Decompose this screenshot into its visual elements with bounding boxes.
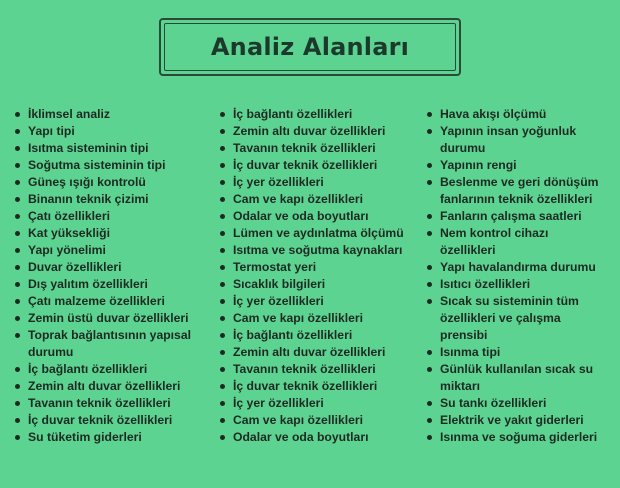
list-item-text: Isıtma sisteminin tipi [28,141,149,155]
list-item [219,327,419,344]
list-item-text: durumu [440,141,486,155]
list-item-text: Cam ve kapı özellikleri [233,311,364,325]
list-item [14,361,214,378]
bullet-icon [220,333,225,338]
column-1 [14,106,214,446]
list-item-text: Kat yüksekliği [28,226,110,240]
bullet-icon [220,129,225,134]
list-item [426,429,616,446]
list-item-text: Yapının insan yoğunluk [440,124,577,138]
bullet-icon [15,231,20,236]
list-item [219,429,419,446]
list-item-text: miktarı [440,379,480,393]
list-item [219,378,419,395]
list-item [219,208,419,225]
bullet-icon [220,231,225,236]
list-item [219,106,419,123]
list-item-text: Lümen ve aydınlatma ölçümü [233,226,404,240]
list-item [219,123,419,140]
list-item-text: Fanların çalışma saatleri [440,209,582,223]
list-item-text: özellikleri [440,243,496,257]
list-item [426,276,616,293]
list-item [14,123,214,140]
bullet-icon [427,231,432,236]
list-item-text: Isınma ve soğuma giderleri [440,430,598,444]
list-item [14,225,214,242]
list-item-text: Duvar özellikleri [28,260,122,274]
list-item-text: Yapı havalandırma durumu [440,260,596,274]
list-item [14,310,214,327]
bullet-icon [15,180,20,185]
list-item-text: İç bağlantı özellikleri [233,328,353,342]
list-item-text: Zemin altı duvar özellikleri [233,345,386,359]
list-item [219,310,419,327]
list-item-text: Yapı yönelimi [28,243,106,257]
list-item [219,191,419,208]
list-item [219,259,419,276]
list-item [219,395,419,412]
list-item [426,174,616,208]
list-item-text: İç duvar teknik özellikleri [233,158,378,172]
bullet-icon [15,129,20,134]
bullet-icon [220,350,225,355]
title-frame [159,18,461,76]
list-item-text: Odalar ve oda boyutları [233,430,369,444]
bullet-icon [220,418,225,423]
list-item-text: Beslenme ve geri dönüşüm [440,175,599,189]
list-item-text: Toprak bağlantısının yapısal [28,328,191,342]
list-item [14,429,214,446]
bullet-icon [15,214,20,219]
bullet-icon [220,180,225,185]
bullet-icon [15,367,20,372]
bullet-icon [15,248,20,253]
bullet-icon [15,146,20,151]
column-2 [219,106,419,446]
list-item-text: fanlarının teknik özellikleri [440,192,593,206]
list-item-text: Su tankı özellikleri [440,396,547,410]
list-item [219,276,419,293]
list-item-text: Elektrik ve yakıt giderleri [440,413,584,427]
list-item-text: Günlük kullanılan sıcak su [440,362,594,376]
bullet-icon [220,299,225,304]
bullet-icon [427,367,432,372]
bullet-icon [15,265,20,270]
bullet-icon [220,112,225,117]
list-item-text: Sıcaklık bilgileri [233,277,326,291]
list-item-text: Çatı malzeme özellikleri [28,294,165,308]
list-item [14,293,214,310]
list-item [219,225,419,242]
bullet-icon [220,384,225,389]
bullet-icon [15,282,20,287]
list-item-text: İç duvar teknik özellikleri [28,413,173,427]
list-item-text: Tavanın teknik özellikleri [233,362,376,376]
list-item-text: İç bağlantı özellikleri [28,362,148,376]
list-item-text: durumu [28,345,74,359]
list-item [219,140,419,157]
bullet-icon [427,350,432,355]
bullet-icon [427,282,432,287]
bullet-icon [427,435,432,440]
bullet-icon [427,265,432,270]
bullet-icon [15,316,20,321]
page-title: Analiz Alanları [210,33,410,61]
bullet-icon [220,435,225,440]
list-item [219,293,419,310]
list-item-text: Yapının rengi [440,158,517,172]
list-item-text: İç yer özellikleri [233,175,324,189]
list-item [426,259,616,276]
list-item [14,327,214,361]
bullet-icon [220,197,225,202]
list-item-text: Hava akışı ölçümü [440,107,547,121]
list-item-text: Zemin üstü duvar özellikleri [28,311,189,325]
list-item-text: Çatı özellikleri [28,209,110,223]
list-item [426,157,616,174]
list-item [426,344,616,361]
column-3 [426,106,616,446]
list-item-text: Su tüketim giderleri [28,430,142,444]
list-item [426,361,616,395]
list-item [426,395,616,412]
list-item-text: İç bağlantı özellikleri [233,107,353,121]
list-item-text: Güneş ışığı kontrolü [28,175,146,189]
list-item-text: Tavanın teknik özellikleri [233,141,376,155]
bullet-icon [220,367,225,372]
list-item [219,242,419,259]
list-item [14,174,214,191]
bullet-icon [427,299,432,304]
list-item-text: Odalar ve oda boyutları [233,209,369,223]
list-item [14,276,214,293]
list-item [219,412,419,429]
bullet-icon [427,112,432,117]
list-item-text: Isıtma ve soğutma kaynakları [233,243,403,257]
bullet-icon [15,418,20,423]
list-item [426,412,616,429]
list-item [14,140,214,157]
list-item [14,395,214,412]
list-item-text: Dış yalıtım özellikleri [28,277,148,291]
list-item-text: Tavanın teknik özellikleri [28,396,171,410]
list-item-text: Termostat yeri [233,260,317,274]
list-item-text: Zemin altı duvar özellikleri [28,379,181,393]
bullet-icon [15,112,20,117]
list-item [219,361,419,378]
list-item-text: İç yer özellikleri [233,294,324,308]
list-item [14,412,214,429]
list-item-text: İç yer özellikleri [233,396,324,410]
bullet-icon [427,129,432,134]
list-item-text: Soğutma sisteminin tipi [28,158,166,172]
bullet-icon [15,333,20,338]
list-item-text: Zemin altı duvar özellikleri [233,124,386,138]
bullet-icon [220,401,225,406]
bullet-icon [220,146,225,151]
bullet-icon [15,197,20,202]
list-item-text: prensibi [440,328,488,342]
list-item-text: İklimsel analiz [28,107,110,121]
bullet-icon [220,316,225,321]
list-item [14,106,214,123]
list-item [14,191,214,208]
list-item [426,208,616,225]
bullet-icon [220,248,225,253]
list-item [14,208,214,225]
list-item-text: Nem kontrol cihazı [440,226,549,240]
bullet-icon [15,401,20,406]
list-item [426,123,616,157]
list-item-text: Sıcak su sisteminin tüm [440,294,579,308]
list-item [14,259,214,276]
list-item-text: özellikleri ve çalışma [440,311,561,325]
list-item-text: Isınma tipi [440,345,501,359]
bullet-icon [427,418,432,423]
bullet-icon [220,163,225,168]
bullet-icon [15,163,20,168]
bullet-icon [427,163,432,168]
list-item-text: İç duvar teknik özellikleri [233,379,378,393]
list-item [14,242,214,259]
list-item [219,157,419,174]
bullet-icon [15,299,20,304]
list-item-text: Isıtıcı özellikleri [440,277,531,291]
list-item-text: Cam ve kapı özellikleri [233,413,364,427]
list-item [426,106,616,123]
list-item [219,174,419,191]
list-item-text: Cam ve kapı özellikleri [233,192,364,206]
list-item [14,157,214,174]
list-item [426,293,616,344]
title-frame-inner [164,23,456,71]
bullet-icon [220,214,225,219]
bullet-icon [427,180,432,185]
list-item [219,344,419,361]
list-item [14,378,214,395]
list-item [426,225,616,259]
bullet-icon [220,282,225,287]
list-item-text: Yapı tipi [28,124,75,138]
bullet-icon [220,265,225,270]
bullet-icon [15,384,20,389]
bullet-icon [15,435,20,440]
list-item-text: Binanın teknik çizimi [28,192,149,206]
bullet-icon [427,214,432,219]
bullet-icon [427,401,432,406]
